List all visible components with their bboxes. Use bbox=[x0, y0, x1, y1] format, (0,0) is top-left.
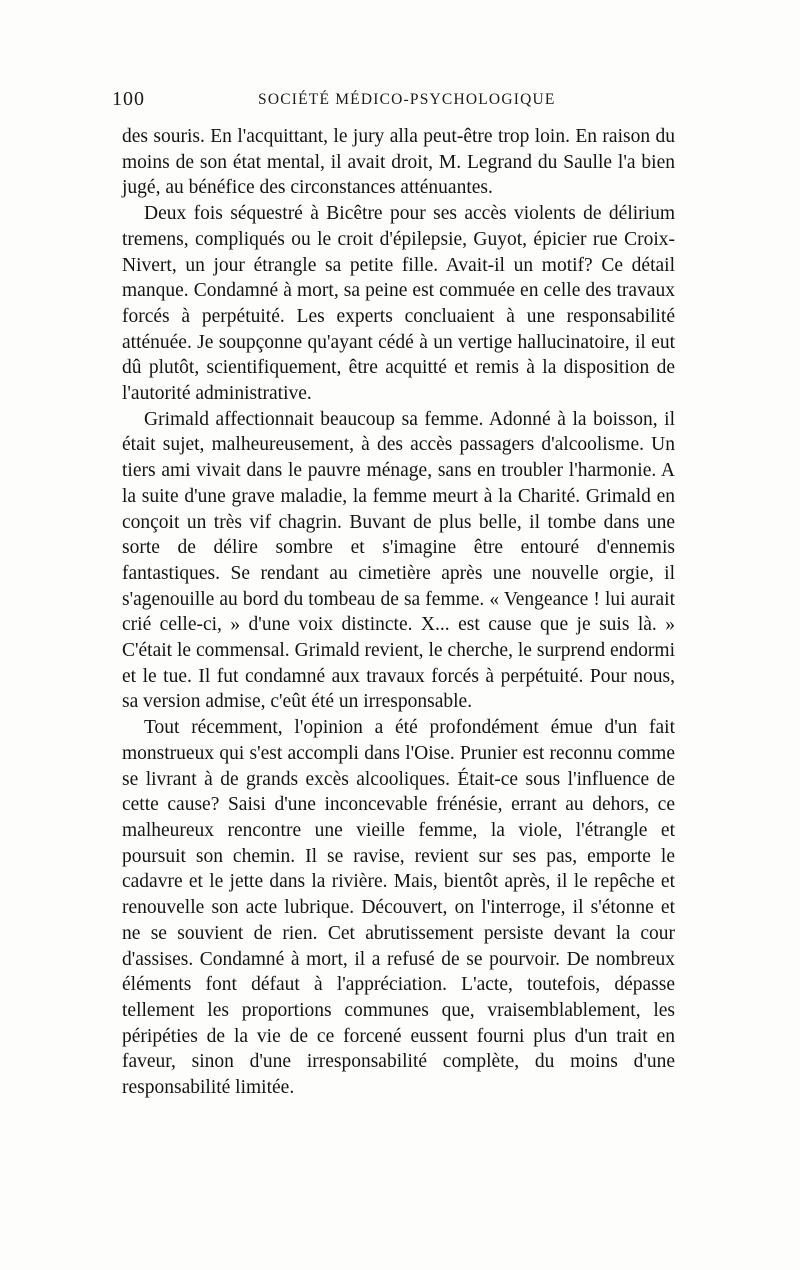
paragraph-2: Deux fois séquestré à Bicêtre pour ses accès violents de délirium tremens, compliqués ou le croit d'épilepsie, Guyot, épicier rue Croix-Nivert, un jour étrangle sa petite fille. Avait-il un motif? Ce détail manque. Condamné à mort, sa peine est commuée en celle des travaux forcés à perpétuité. Les experts concluaient à une responsabilité atténuée. Je soupçonne qu'ayant cédé à un vertige hallucinatoire, il eut dû plutôt, scientifiquement, être acquitté et remis à la disposition de l'autorité administrative. bbox=[122, 203, 675, 405]
running-title: SOCIÉTÉ MÉDICO-PSYCHOLOGIQUE bbox=[258, 91, 556, 108]
paragraph-4: Tout récemment, l'opinion a été profondément émue d'un fait monstrueux qui s'est accompli dans l'Oise. Prunier est reconnu comme se livrant à de grands excès alcooliques. Était-ce sous l'influence de cette cause? Saisi d'une inconcevable frénésie, errant au dehors, ce malheureux rencontre une vieille femme, la viole, l'étrangle et poursuit son chemin. Il se ravise, revient sur ses pas, emporte le cadavre et le jette dans la rivière. Mais, bientôt après, il le repêche et renouvelle son acte lubrique. Découvert, on l'interroge, il s'étonne et ne se souvient de rien. Cet abrutissement persiste devant la cour d'assises. Condamné à mort, il a refusé de se pourvoir. De nombreux éléments font défaut à l'appréciation. L'acte, toutefois, dépasse tellement les proportions communes que, vraisemblablement, les péripéties de la vie de ce forcené eussent fourni plus d'un trait en faveur, sinon d'une irresponsabilité complète, du moins d'une responsabilité limitée. bbox=[122, 717, 675, 1099]
page-header bbox=[108, 88, 678, 118]
page-number: 100 bbox=[112, 88, 145, 110]
paragraph-1: des souris. En l'acquittant, le jury alla peut-être trop loin. En raison du moins de son état mental, il avait droit, M. Legrand du Saulle l'a bien jugé, au bénéfice des circonstances atténuantes. bbox=[122, 126, 675, 199]
paragraph-3: Grimald affectionnait beaucoup sa femme. Adonné à la boisson, il était sujet, malheureusement, à des accès passagers d'alcoolisme. Un tiers ami vivait dans le pauvre ménage, sans en troubler l'harmonie. A la suite d'une grave maladie, la femme meurt à la Charité. Grimald en conçoit un très vif chagrin. Buvant de plus belle, il tombe dans une sorte de délire sombre et s'imagine être entouré d'ennemis fantastiques. Se rendant au cimetière après une nouvelle orgie, il s'agenouille au bord du tombeau de sa femme. « Vengeance ! lui aurait crié celle-ci, » d'une voix distincte. X... est cause que je suis là. » C'était le commensal. Grimald revient, le cherche, le surprend endormi et le tue. Il fut condamné aux travaux forcés à perpétuité. Pour nous, sa version admise, c'eût été un irresponsable. bbox=[122, 408, 675, 713]
body-text bbox=[122, 124, 675, 1101]
